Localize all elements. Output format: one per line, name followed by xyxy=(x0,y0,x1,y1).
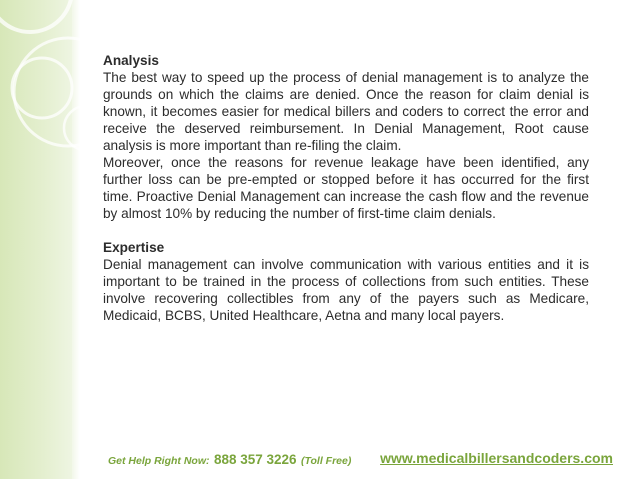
footer-contact-bar xyxy=(108,451,613,469)
analysis-paragraph-2: Moreover, once the reasons for revenue leakage have been identified, any further loss can be pre-empted or stopped before it has occurred for the first time. Proactive Denial Management can increase the cash flow and the revenue by almost 10% by reducing the number of first-time claim denials. xyxy=(103,155,589,221)
expertise-paragraph: Denial management can involve communication with various entities and it is important to be trained in the process of collections from such entities. These involve recovering collectibles from any of the payers such as Medicare, Medicaid, BCBS, United Healthcare, Aetna and many local payers. xyxy=(103,257,589,323)
website-link[interactable]: www.medicalbillersandcoders.com xyxy=(380,450,613,466)
toll-free-label: (Toll Free) xyxy=(301,455,352,467)
analysis-paragraph-1: The best way to speed up the process of denial management is to analyze the grounds on which the claims are denied. Once the reason for claim denial is known, it becomes easier for medical billers and coders to correct the error and receive the deserved reimbursement. In Denial Management, Root cause analysis is more important than re-filing the claim. xyxy=(103,70,589,153)
help-label: Get Help Right Now: xyxy=(108,455,210,467)
section-spacer xyxy=(103,222,589,239)
analysis-heading: Analysis xyxy=(103,53,159,68)
side-decoration-band xyxy=(0,0,72,479)
side-divider xyxy=(72,0,80,479)
phone-number[interactable]: 888 357 3226 xyxy=(213,452,297,467)
expertise-heading: Expertise xyxy=(103,240,165,255)
content-area xyxy=(103,52,589,324)
